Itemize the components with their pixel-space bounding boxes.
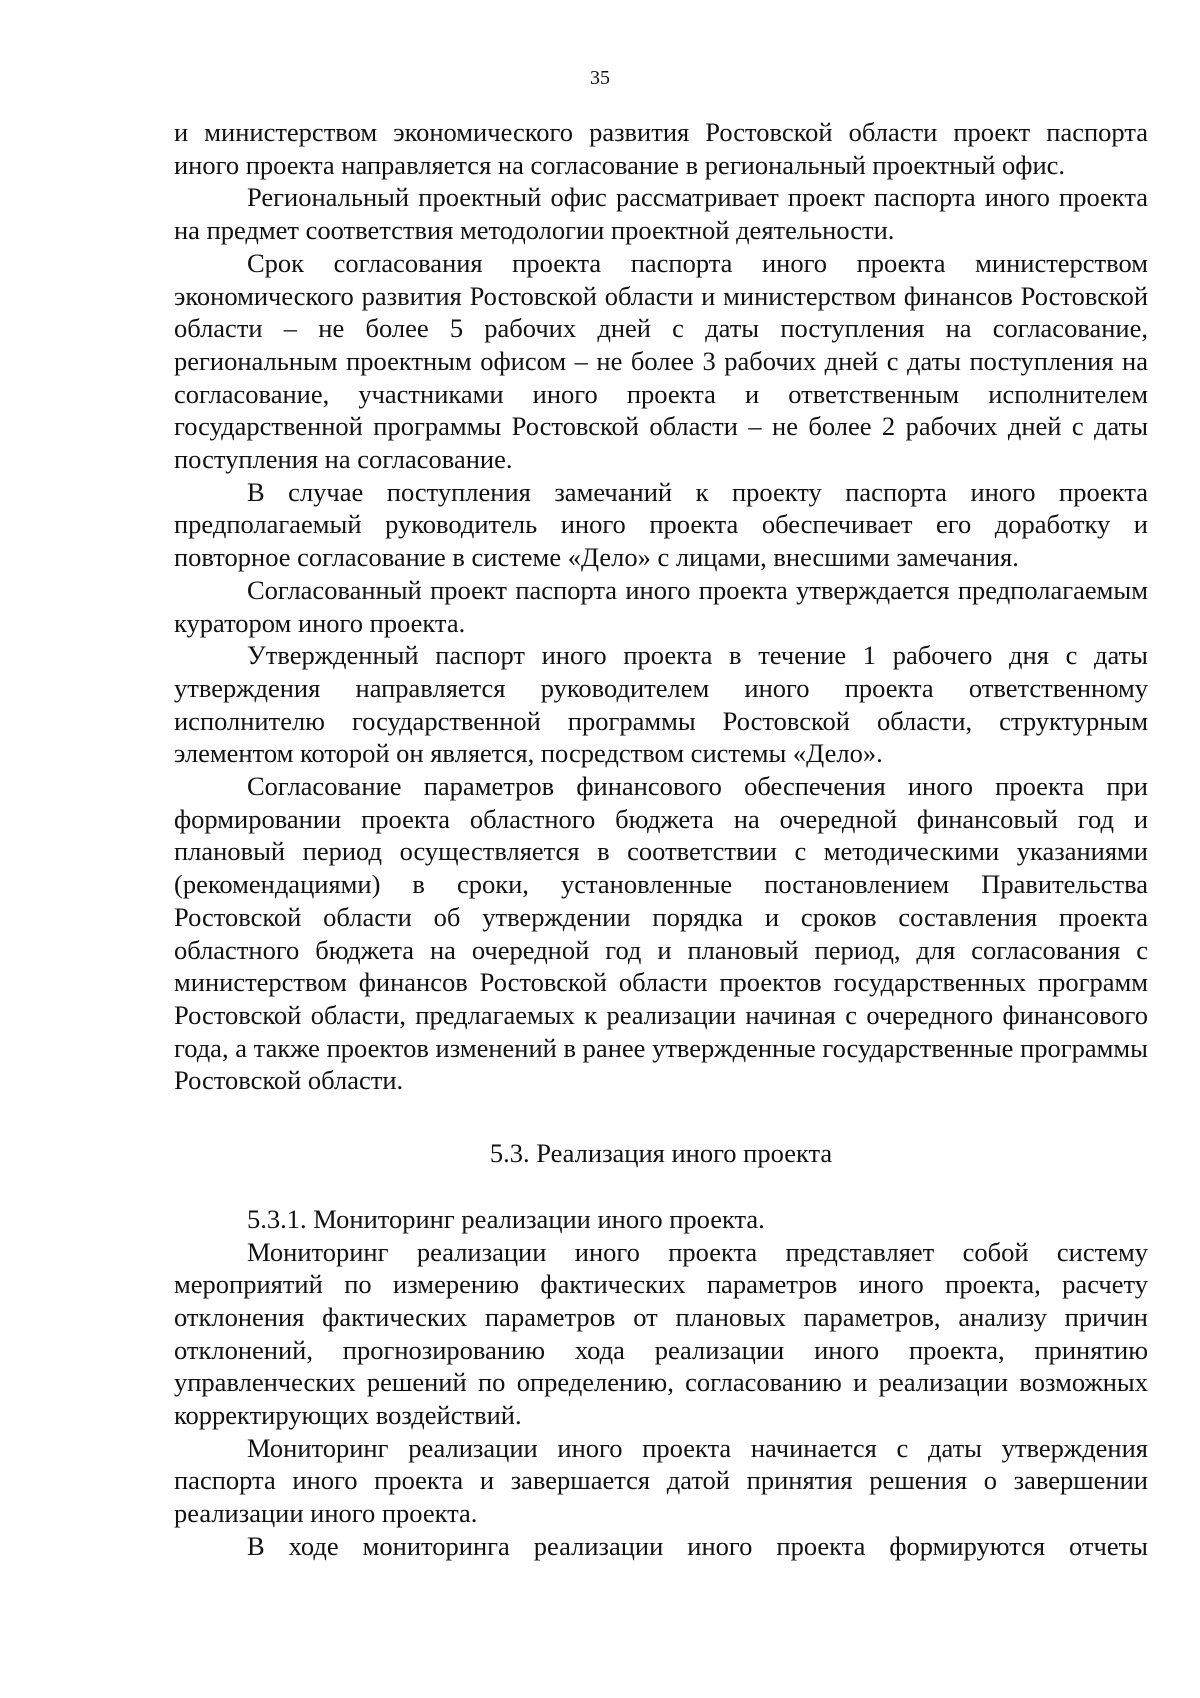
paragraph: В случае поступления замечаний к проекту паспорта иного проекта предполагаемый руководитель иного проекта обеспечивает его доработку и повторное согласование в системе «Дело» с лицами, внесшими замечания.	[174, 476, 1148, 573]
paragraph: и министерством экономического развития Ростовской области проект паспорта иного проекта направляется на согласование в региональный проектный офис.	[174, 117, 1148, 180]
document-body	[174, 116, 1148, 1563]
paragraph: Согласованный проект паспорта иного проекта утверждается предполагаемым куратором иного проекта.	[174, 574, 1148, 638]
paragraph: Мониторинг реализации иного проекта начинается с даты утверждения паспорта иного проекта и завершается датой принятия решения о завершении реализации иного проекта.	[174, 1432, 1148, 1529]
page-number: 35	[590, 67, 610, 89]
paragraph: В ходе мониторинга реализации иного проекта формируются отчеты	[247, 1530, 1148, 1561]
subsection-heading: 5.3.1. Мониторинг реализации иного проекта.	[247, 1203, 765, 1234]
paragraph: Согласование параметров финансового обеспечения иного проекта при формировании проекта областного бюджета на очередной финансовый год и плановый период осуществляется в соответствии с методическими указаниями (рекомендациями) в сроки, установленные постановлением Правительства Ростовской области об утверждении порядка и сроков составления проекта областного бюджета на очередной год и плановый период, для согласования с министерством финансов Ростовской области проектов государственных программ Ростовской области, предлагаемых к реализации начиная с очередного финансового года, а также проектов изменений в ранее утвержденные государственные программы Ростовской области.	[174, 771, 1148, 1096]
paragraph: Утвержденный паспорт иного проекта в течение 1 рабочего дня с даты утверждения направляется руководителем иного проекта ответственному исполнителю государственной программы Ростовской области, структурным элементом которой он является, посредством системы «Дело».	[174, 640, 1148, 769]
paragraph: Мониторинг реализации иного проекта представляет собой систему мероприятий по измерению фактических параметров иного проекта, расчету отклонения фактических параметров от плановых параметров, анализу причин отклонений, прогнозированию хода реализации иного проекта, принятию управленческих решений по определению, согласованию и реализации возможных корректирующих воздействий.	[174, 1236, 1148, 1431]
paragraph: Срок согласования проекта паспорта иного проекта министерством экономического развития Ростовской области и министерством финансов Ростовской области – не более 5 рабочих дней с даты поступления на согласование, региональным проектным офисом – не более 3 рабочих дней с даты поступления на согласование, участниками иного проекта и ответственным исполнителем государственной программы Ростовской области – не более 2 рабочих дней с даты поступления на согласование.	[174, 247, 1148, 475]
paragraph: Региональный проектный офис рассматривает проект паспорта иного проекта на предмет соответствия методологии проектной деятельности.	[174, 182, 1148, 246]
section-heading: 5.3. Реализация иного проекта	[489, 1138, 833, 1169]
